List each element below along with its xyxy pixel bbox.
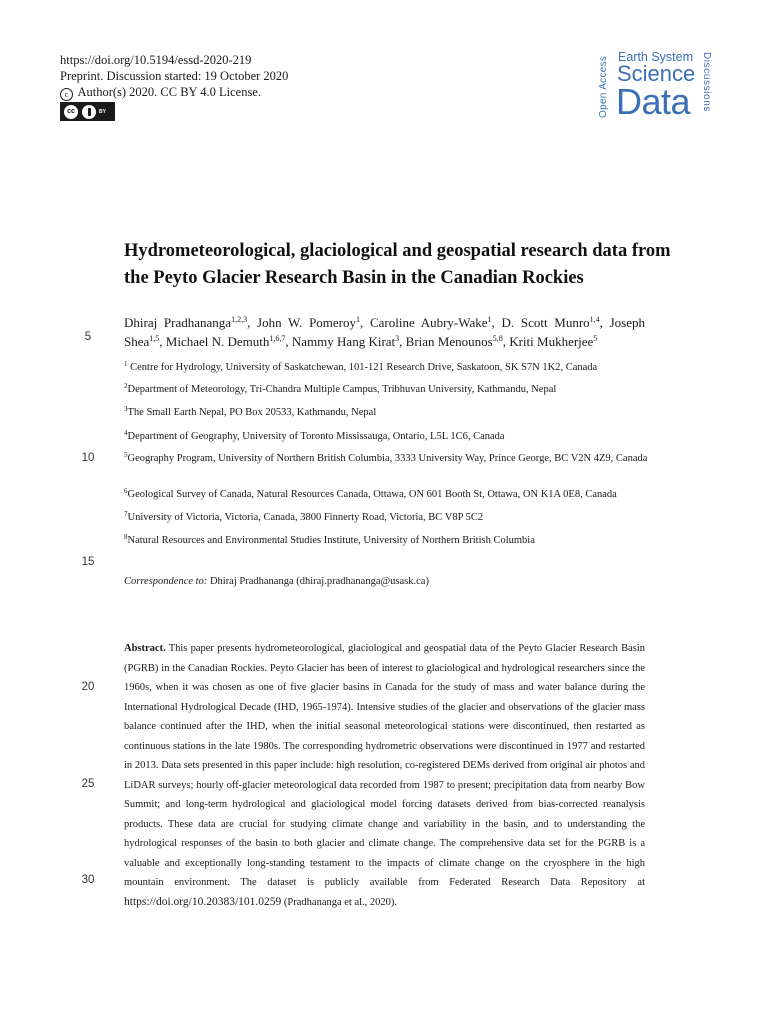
logo-earth-system: Earth System bbox=[618, 50, 694, 64]
affiliation-text: Geological Survey of Canada, Natural Resources Canada, Ottawa, ON 601 Booth St, Ottawa, ON K1A 0E8, Canada bbox=[127, 489, 617, 500]
author-name: Joseph Shea bbox=[124, 315, 645, 349]
affiliation-text: Geography Program, University of Northern British Columbia, 3333 University Way, Prince George, BC V2N 4Z9, Canada bbox=[127, 453, 648, 464]
author-affiliation-marker: 1,2,3 bbox=[231, 315, 248, 324]
author-name: Kriti Mukherjee bbox=[509, 334, 594, 349]
line-number: 20 bbox=[81, 681, 95, 693]
abstract-text: This paper presents hydrometeorological, glaciological and geospatial data of the Peyto Glacier Research Basin (PGRB) in the Canadian Rockies. Peyto Glacier has been of interest to glaciological and hydrological researchers since the 1960s, when it was chosen as one of five glacier basins in Canada for the study of mass and water balance during the International Hydrological Decade (IHD, 1965-1974). Intensive studies of the glacier and observations of the glacier mass balance continued after the IHD, when the initial seasonal meteorological stations were discontinued, then restarted as continuous stations in the late 1980s. The corresponding hydrometric observations were discontinued in 1977 and restarted in 2013. Data sets presented in this paper include: high resolution, co-registered DEMs derived from original air photos and LiDAR surveys; hourly off-glacier meteorological data recorded from 1987 to present; precipitation data from nearby Bow Summit; and long-term hydrological and glaciological model forcing datasets derived from bias-corrected reanalysis products. These data are crucial for studying climate change and variability in the basin, and to understanding the hydrological responses of the basin to both glacier and climate change. The comprehensive data set for the PGRB is a valuable and exceptionally long-standing testament to the impacts of climate change on the cryosphere in the high mountain environment. The dataset is publicly available from Federated Research Data Repository at bbox=[124, 643, 645, 888]
author-name: Caroline Aubry-Wake bbox=[369, 315, 488, 330]
copyright-line bbox=[60, 84, 261, 101]
author-affiliation-marker: 1 bbox=[356, 315, 361, 324]
affiliation-number: 1 bbox=[124, 360, 128, 368]
author-name: Brian Menounos bbox=[405, 334, 493, 349]
affiliation-item bbox=[124, 430, 654, 443]
author-name: Michael N. Demuth bbox=[165, 334, 270, 349]
author-name: D. Scott Munro bbox=[501, 315, 590, 330]
correspondence-text: Dhiraj Pradhananga (dhiraj.pradhananga@usask.ca) bbox=[207, 576, 429, 587]
affiliation-number: 5 bbox=[124, 451, 128, 459]
affiliation-item bbox=[124, 488, 654, 501]
line-number: 30 bbox=[81, 874, 95, 886]
cc-icon: cc bbox=[64, 105, 78, 119]
affiliation-text: University of Victoria, Victoria, Canada, 3800 Finnerty Road, Victoria, BC V8P 5C2 bbox=[127, 512, 484, 523]
correspondence bbox=[124, 575, 429, 588]
author-affiliation-marker: 5,8 bbox=[492, 334, 503, 343]
affiliation-number: 2 bbox=[124, 382, 128, 390]
affiliation-item bbox=[124, 406, 654, 419]
affiliation-text: The Small Earth Nepal, PO Box 20533, Kathmandu, Nepal bbox=[127, 407, 377, 418]
logo-science: Science bbox=[617, 61, 696, 86]
abstract-citation: (Pradhananga et al., 2020). bbox=[281, 896, 398, 908]
abstract bbox=[124, 639, 645, 912]
paper-title: Hydrometeorological, glaciological and geospatial research data from the Peyto Glacier Research Basin in the Canadian Rockies bbox=[124, 241, 671, 288]
line-number: 25 bbox=[81, 778, 95, 790]
affiliation-text: Natural Resources and Environmental Studies Institute, University of Northern British Columbia bbox=[127, 535, 535, 546]
author-affiliation-marker: 1 bbox=[487, 315, 492, 324]
affiliation-number: 6 bbox=[124, 487, 128, 495]
author-affiliation-marker: 1,5 bbox=[149, 334, 160, 343]
line-number: 15 bbox=[81, 556, 95, 568]
logo-discussions: Discussions bbox=[701, 52, 712, 112]
correspondence-label: Correspondence to: bbox=[124, 576, 208, 587]
line-number: 5 bbox=[84, 331, 92, 343]
affiliation-item bbox=[124, 511, 654, 524]
preprint-doi[interactable]: https://doi.org/10.5194/essd-2020-219 bbox=[60, 53, 252, 67]
affiliation-text: Centre for Hydrology, University of Saskatchewan, 101-121 Research Drive, Saskatoon, SK S7N 1K2, Canada bbox=[127, 362, 598, 373]
by-badge-label: BY bbox=[99, 108, 106, 115]
line-number: 10 bbox=[81, 452, 95, 464]
author-name: John W. Pomeroy bbox=[257, 315, 357, 330]
author-affiliation-marker: 5 bbox=[593, 334, 598, 343]
abstract-label: Abstract. bbox=[124, 643, 166, 654]
dataset-doi-link[interactable]: https://doi.org/10.20383/101.0259 bbox=[124, 895, 282, 908]
affiliation-number: 3 bbox=[124, 405, 128, 413]
affiliation-number: 4 bbox=[124, 429, 128, 437]
by-person-icon bbox=[82, 105, 96, 119]
affiliation-item bbox=[124, 383, 654, 396]
copyright-icon: c bbox=[60, 88, 73, 101]
author-affiliation-marker: 1,4 bbox=[589, 315, 600, 324]
author-affiliation-marker: 3 bbox=[395, 334, 400, 343]
logo-open-access: Open Access bbox=[598, 55, 609, 118]
affiliation-text: Department of Meteorology, Tri-Chandra Multiple Campus, Tribhuvan University, Kathmandu, Nepal bbox=[127, 384, 557, 395]
logo-data: Data bbox=[616, 81, 691, 122]
affiliation-item bbox=[124, 361, 654, 374]
affiliation-item bbox=[124, 452, 654, 465]
cc-by-badge-icon[interactable] bbox=[60, 102, 115, 121]
affiliation-item bbox=[124, 534, 654, 547]
copyright-text: Author(s) 2020. CC BY 4.0 License. bbox=[77, 85, 261, 99]
author-name: Nammy Hang Kirat bbox=[291, 334, 396, 349]
author-affiliation-marker: 1,6,7 bbox=[269, 334, 286, 343]
journal-logo bbox=[598, 50, 713, 122]
author-name: Dhiraj Pradhananga bbox=[124, 315, 232, 330]
preprint-date: Preprint. Discussion started: 19 October 2020 bbox=[60, 69, 289, 83]
affiliation-text: Department of Geography, University of Toronto Mississauga, Ontario, L5L 1C6, Canada bbox=[127, 431, 505, 442]
affiliation-number: 7 bbox=[124, 510, 128, 518]
author-list: Dhiraj Pradhananga$^{1,2,3}$, John W. Pomeroy$^1$, Caroline Aubry-Wake$^1$, D. Scott Munro$^{1,4}$, Joseph Shea$^{1,5}$, Michael N. Demuth$^{1,6,7}$, Nammy Hang Kirat$^3$, Brian Menounos$^{5,8}$, Kriti Mukherjee$^5$ bbox=[124, 315, 645, 349]
affiliation-number: 8 bbox=[124, 533, 128, 541]
